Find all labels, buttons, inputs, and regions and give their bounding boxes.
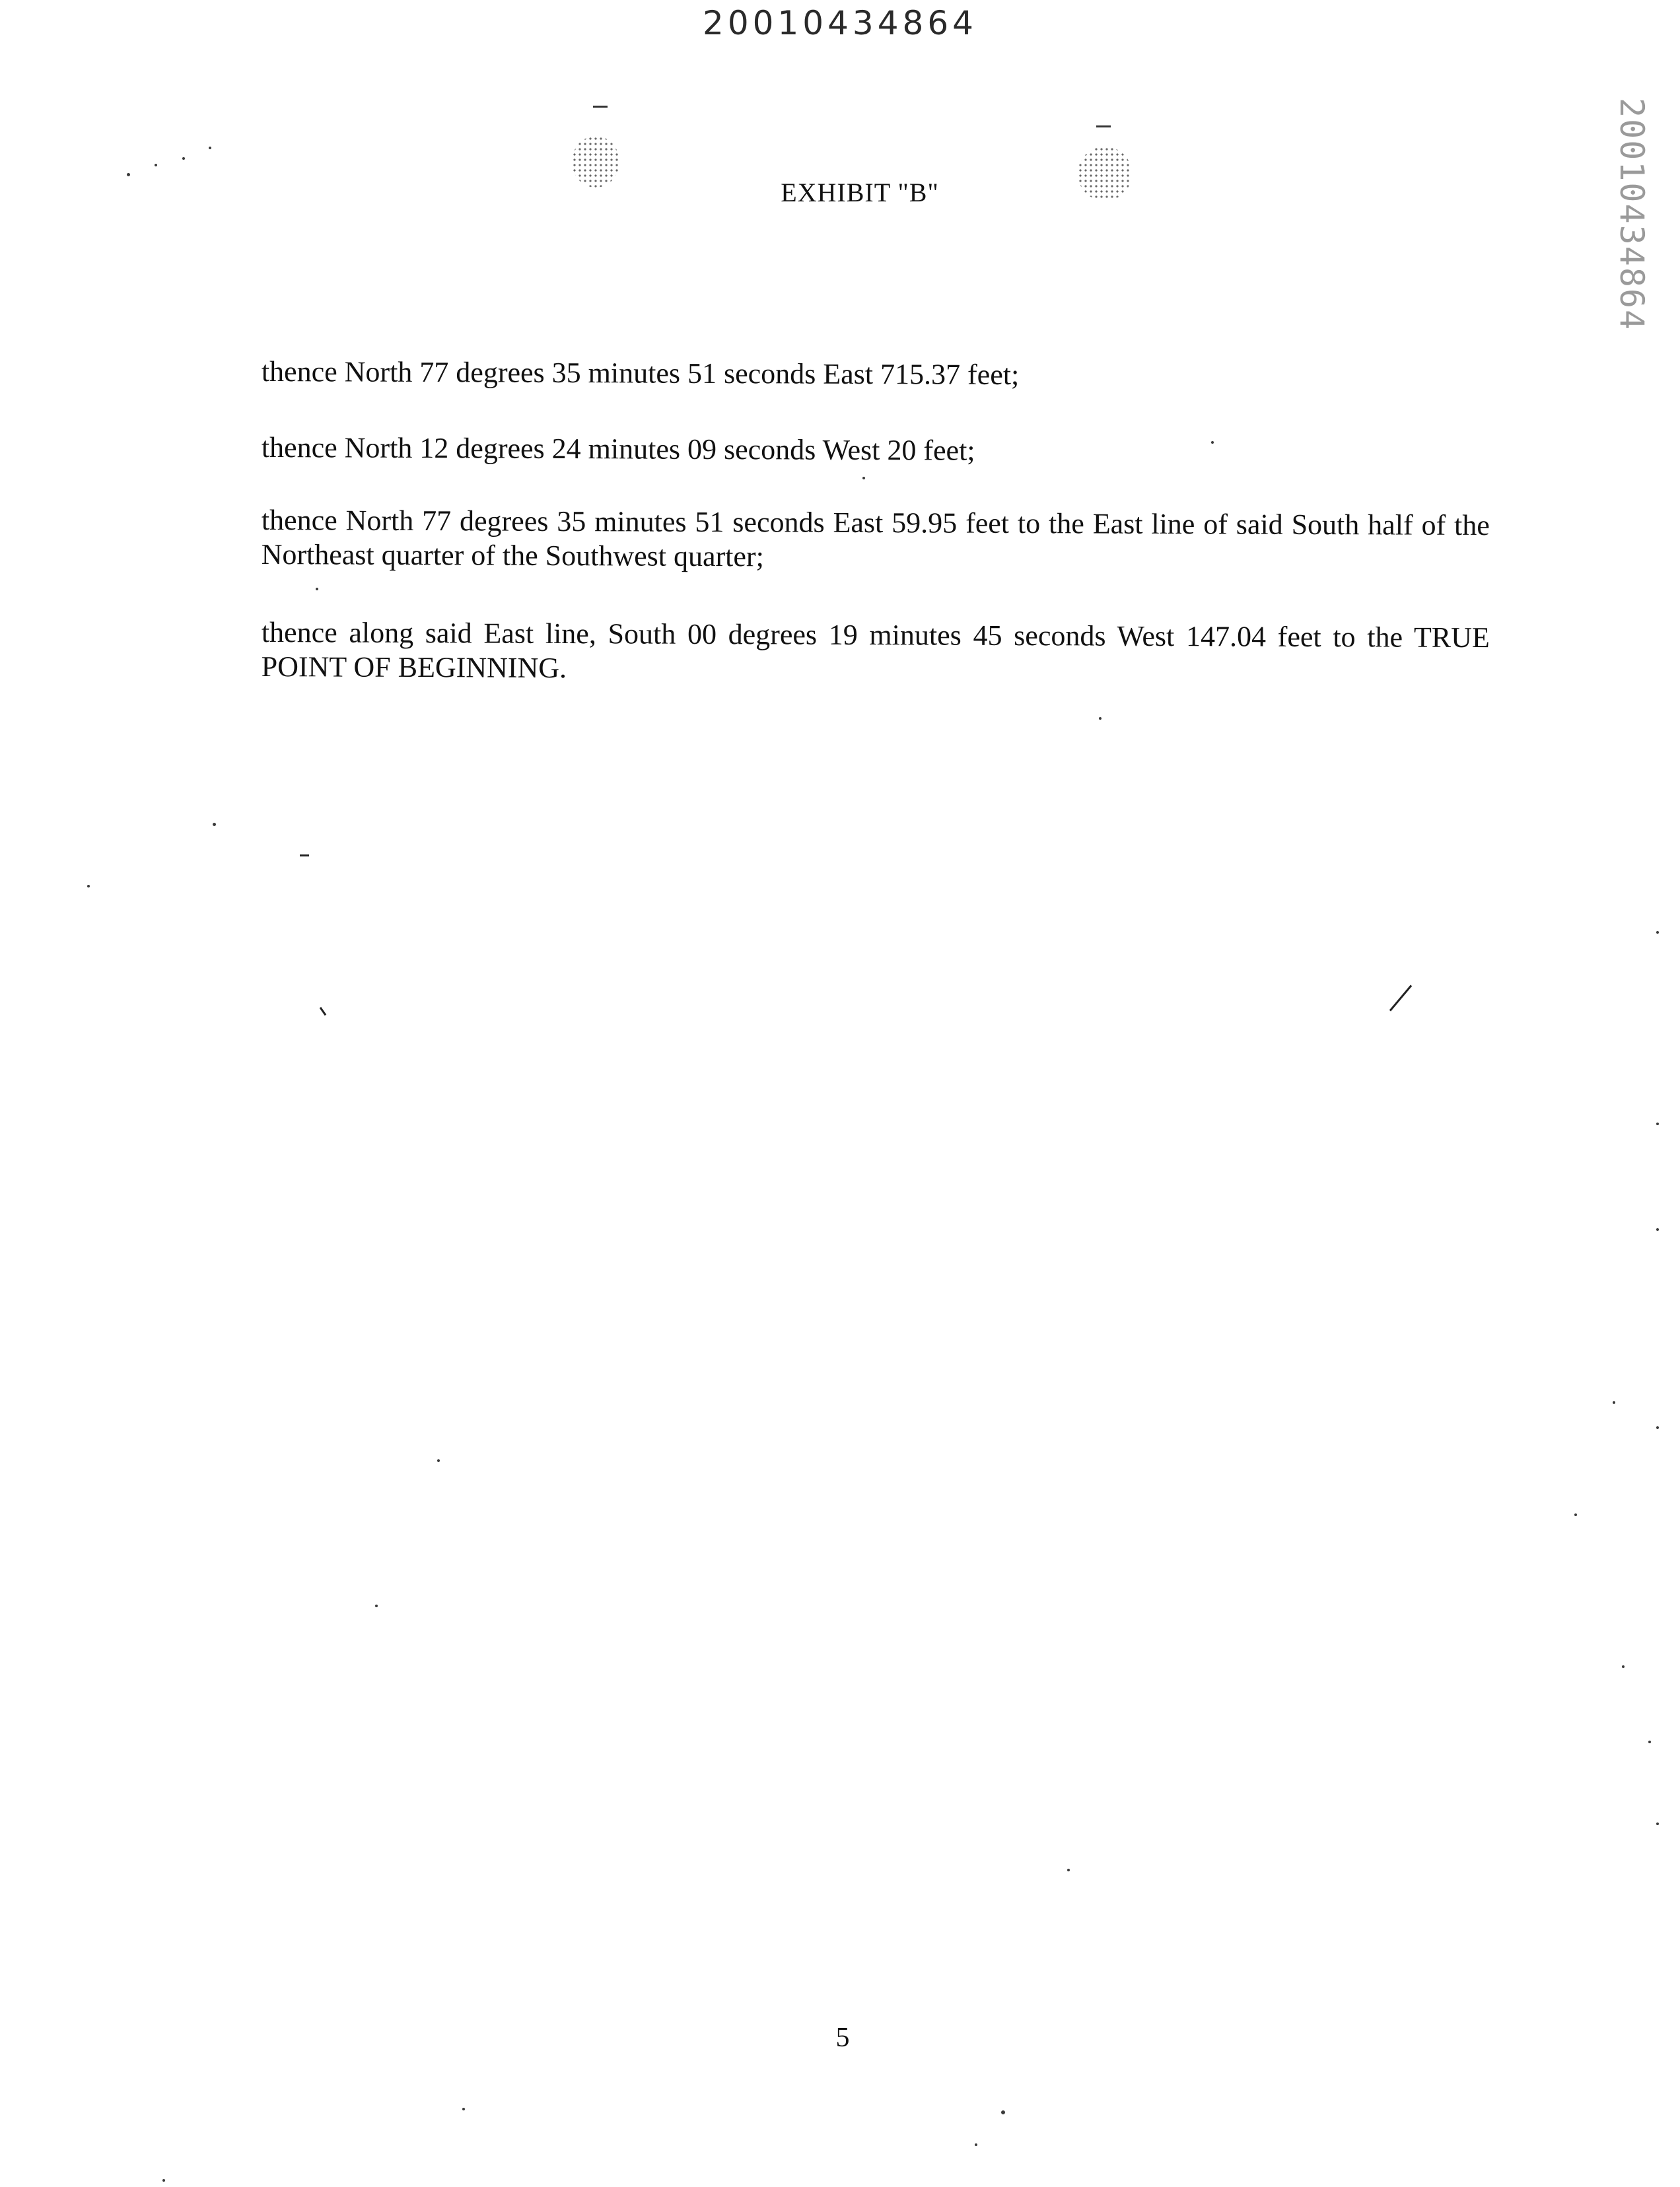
scan-speck [975, 2143, 977, 2146]
legal-description-paragraph-3: thence North 77 degrees 35 minutes 51 seconds East 59.95 feet to the East line of said South half of the Northeast quarter of the Southwest quarter; [261, 504, 1490, 573]
legal-description-paragraph-4: thence along said East line, South 00 degrees 19 minutes 45 seconds West 147.04 feet to the TRUE POINT OF BEGINNING. [261, 616, 1490, 685]
scan-speck [1656, 1228, 1659, 1231]
scan-speck [1613, 1401, 1615, 1404]
scan-mark [320, 1007, 326, 1016]
scan-speck [87, 885, 90, 887]
scan-speck [1622, 1665, 1625, 1668]
scan-speck [1574, 1513, 1577, 1516]
scan-speck [1656, 1426, 1659, 1429]
scan-speck [437, 1459, 440, 1462]
side-recording-stamp: 20010434864 [1613, 98, 1651, 331]
scan-speck [182, 157, 185, 160]
scan-speck [155, 164, 157, 166]
scan-speck [1656, 1822, 1659, 1825]
exhibit-title: EXHIBIT "B" [781, 178, 939, 207]
scan-speck [1656, 1123, 1659, 1125]
scan-speck [1001, 2110, 1005, 2114]
scan-speck [213, 823, 216, 826]
page-number: 5 [835, 2023, 850, 2053]
scan-speck [162, 2179, 165, 2182]
scan-speck [1211, 441, 1214, 444]
seal-mark-right-tick [1096, 125, 1111, 127]
scan-speck [127, 173, 130, 176]
legal-description-paragraph-2: thence North 12 degrees 24 minutes 09 seconds West 20 feet; [261, 431, 975, 467]
scan-speck [1648, 1741, 1651, 1743]
legal-description-paragraph-1: thence North 77 degrees 35 minutes 51 seconds East 715.37 feet; [261, 355, 1020, 392]
scan-speck [862, 477, 865, 479]
scan-speck [1656, 931, 1659, 934]
scan-speck [1099, 717, 1102, 720]
scan-speck [375, 1605, 378, 1607]
scan-speck [1067, 1869, 1070, 1871]
scan-speck [316, 588, 318, 590]
scan-speck [209, 147, 211, 149]
scan-speck [462, 2108, 465, 2110]
seal-mark-left-tick [593, 106, 608, 108]
scan-mark [1389, 985, 1412, 1011]
document-number: 20010434864 [703, 4, 977, 42]
scan-mark [300, 854, 309, 856]
